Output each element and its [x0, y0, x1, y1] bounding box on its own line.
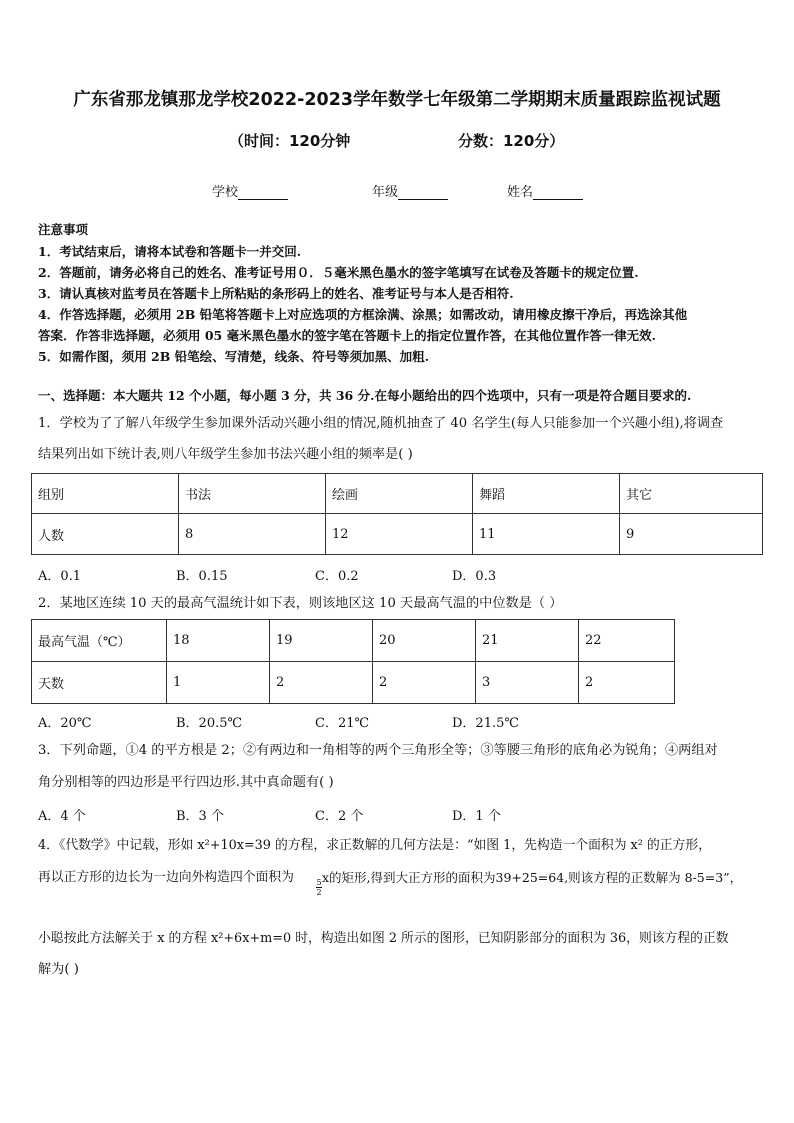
table-cell: 其它 — [620, 474, 763, 514]
notice-item: 答案．作答非选择题，必须用 05 毫米黑色墨水的签字笔在答题卡上的指定位置作答，在其他位置作答一律无效. — [38, 328, 656, 343]
q2-option-c[interactable]: C．21℃ — [315, 716, 370, 731]
school-label: 学校 — [212, 185, 239, 200]
notice-item: 5．如需作图，须用 2B 铅笔绘、写清楚，线条、符号等须加黑、加粗. — [38, 349, 430, 364]
name-field — [507, 181, 583, 200]
q1-option-d[interactable]: D．0.3 — [452, 569, 497, 584]
table-row — [32, 514, 763, 555]
table-cell: 绘画 — [326, 474, 473, 514]
q4-text-line4: 解为( ) — [38, 962, 79, 977]
q4-text-line2a: 再以正方形的边长为一边向外构造四个面积为 — [38, 870, 294, 885]
table-cell: 2 — [270, 662, 373, 704]
school-blank[interactable] — [238, 186, 288, 200]
table-cell: 20 — [373, 620, 476, 662]
q4-text-line2b: x的矩形,得到大正方形的面积为39+25=64,则该方程的正数解为 8-5=3”， — [322, 870, 743, 885]
table-cell: 18 — [167, 620, 270, 662]
table-row — [32, 662, 675, 704]
q2-table — [31, 619, 675, 704]
fraction-numerator: 5 — [316, 878, 322, 887]
table-cell: 1 — [167, 662, 270, 704]
table-cell: 舞蹈 — [473, 474, 620, 514]
q3-option-a[interactable]: A．4 个 — [38, 809, 86, 824]
exam-time: （时间：120分钟 — [229, 132, 351, 150]
q3-text-line2: 角分别相等的四边形是平行四边形.其中真命题有( ) — [38, 775, 334, 790]
notice-item: 4．作答选择题，必须用 2B 铅笔将答题卡上对应选项的方框涂满、涂黑；如需改动，请用橡皮擦干净后，再选涂其他 — [38, 307, 688, 322]
table-cell: 2 — [373, 662, 476, 704]
notice-item: 2．答题前，请务必将自己的姓名、准考证号用０．５毫米黑色墨水的签字笔填写在试卷及答题卡的规定位置. — [38, 265, 639, 280]
q1-option-c[interactable]: C．0.2 — [315, 569, 359, 584]
q4-text-line3: 小聪按此方法解关于 x 的方程 x²+6x+m=0 时，构造出如图 2 所示的图形，已知阴影部分的面积为 36，则该方程的正数 — [38, 931, 729, 946]
q1-text-line2: 结果列出如下统计表,则八年级学生参加书法兴趣小组的频率是( ) — [38, 447, 413, 462]
q3-text-line1: 3．下列命题，①4 的平方根是 2；②有两边和一角相等的两个三角形全等；③等腰三角形的底角必为锐角；④两组对 — [38, 743, 718, 758]
fraction-denominator: 2 — [316, 888, 322, 897]
q4-text-line1: 4．《代数学》中记载，形如 x²+10x=39 的方程，求正数解的几何方法是：“如图 1，先构造一个面积为 x² 的正方形， — [38, 838, 711, 853]
table-row — [32, 474, 763, 514]
notice-heading: 注意事项 — [38, 222, 89, 237]
q2-option-a[interactable]: A．20℃ — [38, 716, 92, 731]
section-heading: 一、选择题：本大题共 12 个小题，每小题 3 分，共 36 分.在每小题给出的四个选项中，只有一项是符合题目要求的. — [38, 388, 692, 403]
q3-option-d[interactable]: D．1 个 — [452, 809, 501, 824]
grade-field — [372, 181, 448, 200]
table-cell: 8 — [179, 514, 326, 555]
table-cell: 书法 — [179, 474, 326, 514]
q2-option-b[interactable]: B．20.5℃ — [176, 716, 243, 731]
q2-text-line1: 2．某地区连续 10 天的最高气温统计如下表，则该地区这 10 天最高气温的中位数是（ ） — [38, 596, 563, 611]
table-cell: 组别 — [32, 474, 179, 514]
school-field — [212, 181, 288, 200]
table-cell: 9 — [620, 514, 763, 555]
grade-label: 年级 — [372, 185, 399, 200]
table-cell: 最高气温（℃） — [32, 620, 167, 662]
table-cell: 21 — [476, 620, 579, 662]
q3-option-c[interactable]: C．2 个 — [315, 809, 364, 824]
table-cell: 12 — [326, 514, 473, 555]
name-blank[interactable] — [533, 186, 583, 200]
name-label: 姓名 — [507, 185, 534, 200]
table-cell: 人数 — [32, 514, 179, 555]
table-cell: 19 — [270, 620, 373, 662]
table-cell: 3 — [476, 662, 579, 704]
grade-blank[interactable] — [398, 186, 448, 200]
page-title: 广东省那龙镇那龙学校2022-2023学年数学七年级第二学期期末质量跟踪监视试题 — [73, 90, 721, 110]
q1-option-a[interactable]: A．0.1 — [38, 569, 82, 584]
q1-option-b[interactable]: B．0.15 — [176, 569, 228, 584]
q3-option-b[interactable]: B．3 个 — [176, 809, 224, 824]
notice-item: 1．考试结束后，请将本试卷和答题卡一并交回. — [38, 244, 302, 259]
q2-option-d[interactable]: D．21.5℃ — [452, 716, 519, 731]
table-cell: 2 — [579, 662, 675, 704]
exam-score: 分数：120分） — [458, 132, 565, 150]
q1-text-line1: 1．学校为了了解八年级学生参加课外活动兴趣小组的情况,随机抽查了 40 名学生(每人只能参加一个兴趣小组),将调查 — [38, 416, 724, 431]
notice-item: 3．请认真核对监考员在答题卡上所粘贴的条形码上的姓名、准考证号与本人是否相符. — [38, 286, 514, 301]
table-cell: 22 — [579, 620, 675, 662]
q1-table — [31, 473, 763, 555]
table-row — [32, 620, 675, 662]
table-cell: 天数 — [32, 662, 167, 704]
table-cell: 11 — [473, 514, 620, 555]
